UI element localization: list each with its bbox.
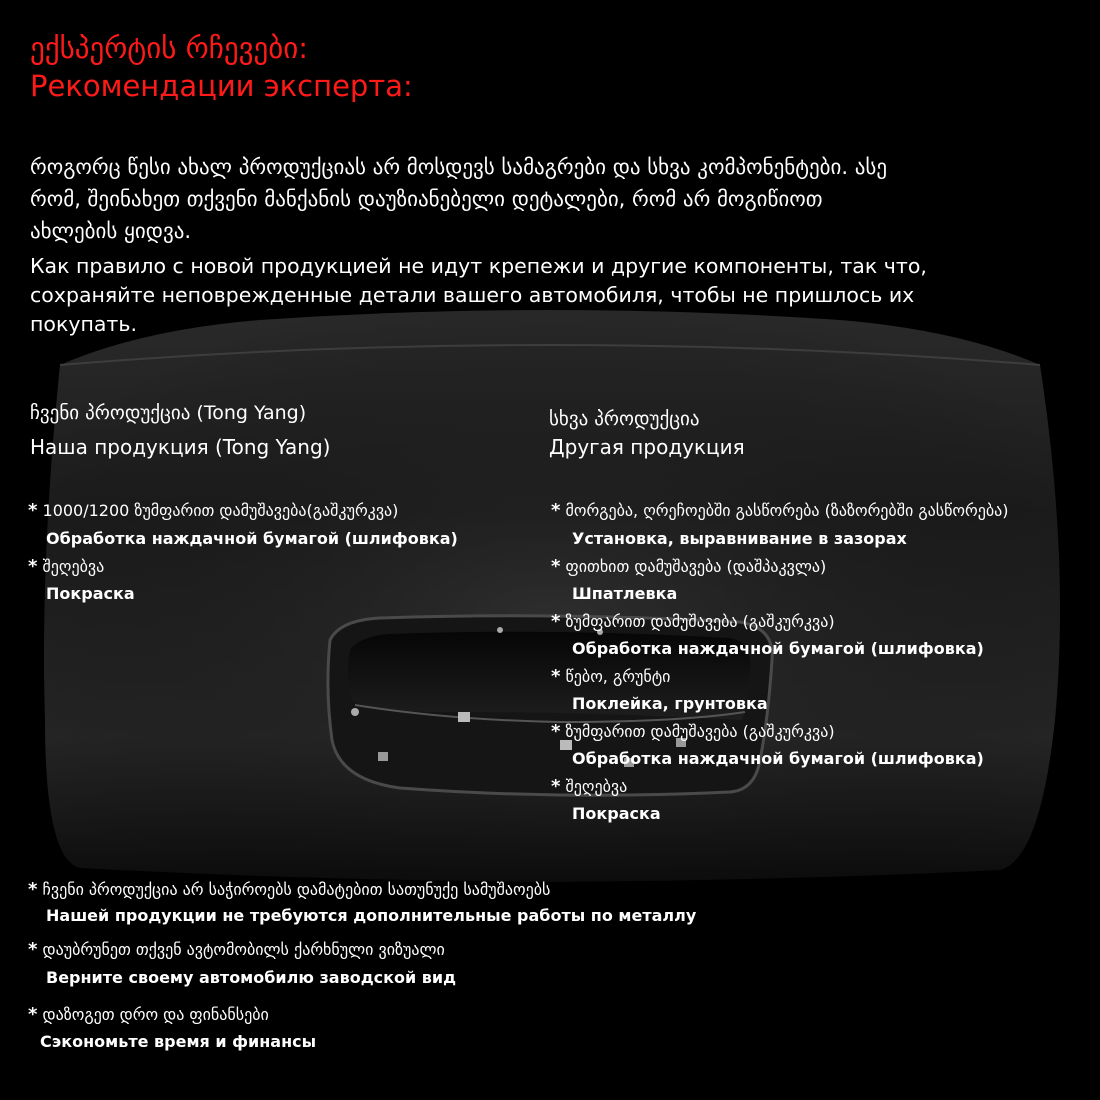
benefit-ka: დაუბრუნეთ თქვენ ავტომობილს ქარხნული ვიზუალი	[42, 940, 445, 959]
benefit-ru: Сэкономьте время и финансы	[40, 1032, 317, 1051]
ours-item-ka: შეღებვა	[42, 557, 105, 576]
ours-heading-ru: Наша продукция (Tong Yang)	[30, 435, 331, 459]
bullet-star: *	[551, 776, 561, 797]
title-ru: Рекомендации эксперта:	[30, 69, 413, 103]
others-item-ru: Установка, выравнивание в зазорах	[572, 529, 907, 548]
bullet-star: *	[28, 556, 38, 577]
others-item	[551, 774, 627, 800]
others-heading-ru: Другая продукция	[549, 435, 745, 459]
others-item-ru: Шпатлевка	[572, 584, 678, 603]
others-item-ka: შეღებვა	[565, 777, 628, 796]
intro-ka-line: ახლების ყიდვა.	[30, 219, 192, 243]
others-item-ka: წებო, გრუნტი	[565, 667, 671, 686]
benefit-item	[28, 1002, 269, 1028]
others-item-ka: მორგება, ღრეჩოებში გასწორება (ზაზორებში გასწორება)	[565, 501, 1009, 520]
others-item-ru: Обработка наждачной бумагой (шлифовка)	[572, 749, 984, 768]
ours-item	[28, 554, 104, 580]
intro-ka-line: როგორც წესი ახალ პროდუქციას არ მოსდევს სამაგრები და სხვა კომპონენტები. ასე	[30, 155, 888, 179]
others-item	[551, 609, 835, 635]
others-item	[551, 554, 826, 580]
intro-ka-line: რომ, შეინახეთ თქვენი მანქანის დაუზიანებელი დეტალები, რომ არ მოგიწიოთ	[30, 187, 823, 211]
others-item	[551, 719, 835, 745]
intro-ru-line: сохраняйте неповрежденные детали вашего автомобиля, чтобы не пришлось их	[30, 283, 915, 307]
title-ka: ექსპერტის რჩევები:	[30, 31, 308, 65]
benefit-item	[28, 937, 445, 963]
bullet-star: *	[28, 1004, 38, 1025]
bullet-star: *	[551, 556, 561, 577]
benefit-ru: Нашей продукции не требуются дополнительные работы по металлу	[46, 906, 697, 925]
others-item	[551, 498, 1009, 524]
benefit-ka: ჩვენი პროდუქცია არ საჭიროებს დამატებით სათუნუქე სამუშაოებს	[42, 880, 551, 899]
ours-item	[28, 498, 398, 524]
others-item-ru: Поклейка, грунтовка	[572, 694, 768, 713]
ours-heading-ka: ჩვენი პროდუქცია (Tong Yang)	[30, 402, 307, 424]
intro-ru-line: покупать.	[30, 312, 137, 336]
others-item-ka: ფითხით დამუშავება (დაშპაკვლა)	[565, 557, 827, 576]
benefit-item	[28, 877, 550, 903]
bullet-star: *	[551, 666, 561, 687]
bullet-star: *	[551, 611, 561, 632]
others-item-ru: Покраска	[572, 804, 661, 823]
bullet-star: *	[28, 500, 38, 521]
others-item-ru: Обработка наждачной бумагой (шлифовка)	[572, 639, 984, 658]
intro-ru-line: Как правило с новой продукцией не идут крепежи и другие компоненты, так что,	[30, 254, 927, 278]
others-item-ka: ზუმფარით დამუშავება (გაშკურკვა)	[565, 722, 835, 741]
ours-item-ru: Обработка наждачной бумагой (шлифовка)	[46, 529, 458, 548]
ours-item-ru: Покраска	[46, 584, 135, 603]
others-item	[551, 664, 670, 690]
bullet-star: *	[551, 721, 561, 742]
benefit-ru: Верните своему автомобилю заводской вид	[46, 968, 456, 987]
ours-item-ka: 1000/1200 ზუმფარით დამუშავება(გაშკურკვა)	[42, 501, 399, 520]
others-item-ka: ზუმფარით დამუშავება (გაშკურკვა)	[565, 612, 835, 631]
bullet-star: *	[28, 939, 38, 960]
bullet-star: *	[551, 500, 561, 521]
bullet-star: *	[28, 879, 38, 900]
benefit-ka: დაზოგეთ დრო და ფინანსები	[42, 1005, 269, 1024]
others-heading-ka: სხვა პროდუქცია	[549, 408, 700, 430]
